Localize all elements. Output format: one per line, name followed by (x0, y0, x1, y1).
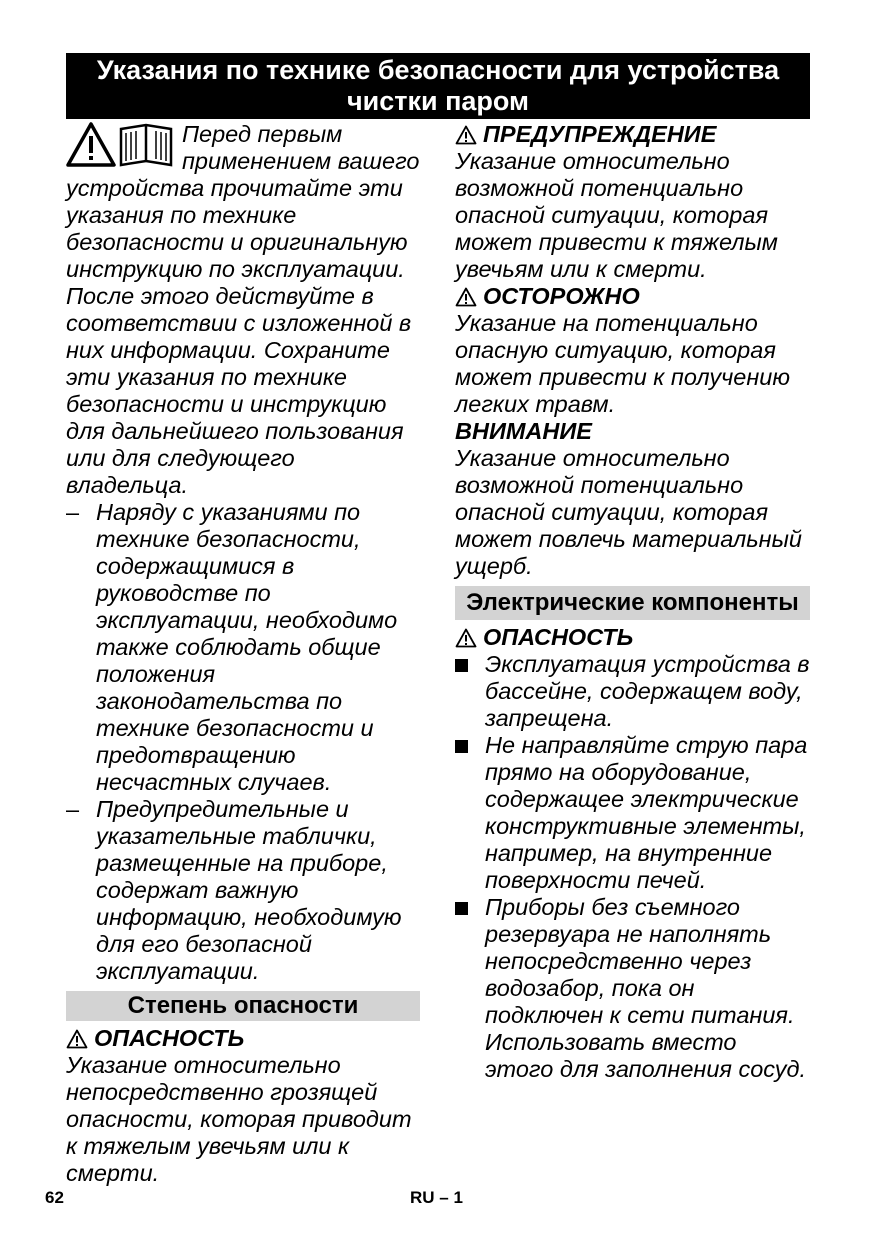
list-item: – Предупредительные и указательные таблички, размещенные на приборе, содержат важную информацию, необходимую для его безопасной эксплуатации. (66, 796, 402, 984)
warning-triangle-icon (455, 125, 477, 145)
warning-read-manual-icon (66, 121, 178, 173)
language-page-label: RU – 1 (410, 1188, 463, 1207)
caution-text: Указание на потенциально опасную ситуацию, которая может привести к получению легких травм. (455, 310, 791, 417)
list-item: Не направляйте струю пара прямо на оборудование, содержащее электрические конструктивные элементы, например, на внутренние поверхности печей. (455, 732, 810, 894)
danger-label: ОПАСНОСТЬ (66, 1025, 420, 1052)
danger-text: Указание относительно непосредственно грозящей опасности, которая приводит к тяжелым увечьям или к смерти. (66, 1052, 412, 1186)
page-number: 62 (45, 1188, 64, 1207)
attention-text: Указание относительно возможной потенциально опасной ситуации, которая может повлечь материальный ущерб. (455, 445, 802, 579)
square-bullet-icon (455, 659, 468, 672)
warning-triangle-icon (455, 628, 477, 648)
section-heading-electrical: Электрические компоненты (455, 586, 810, 620)
section-heading-danger-level: Степень опасности (66, 991, 420, 1021)
page-title: Указания по технике безопасности для устройства чистки паром (66, 53, 810, 119)
square-bullet-icon (455, 902, 468, 915)
dash-bullet: – (66, 796, 80, 822)
attention-label: ВНИМАНИЕ (455, 418, 592, 444)
intro-text: Перед первым применением вашего устройства прочитайте эти указания по технике безопасности и оригинальную инструкцию по эксплуатации. После этого действуйте в соответствии с изложенной в них информации. Сохраните эти указания по технике безопасности и инструкцию для дальнейшего пользования или для следующего владельца. (66, 121, 420, 498)
right-column (455, 121, 810, 1083)
dash-bullet: – (66, 499, 80, 525)
caution-label: ОСТОРОЖНО (455, 283, 810, 310)
list-item: Приборы без съемного резервуара не наполнять непосредственно через водозабор, пока он подключен к сети питания. Использовать вместо этого для заполнения сосуд. (455, 894, 810, 1083)
left-column (66, 121, 420, 1187)
warning-triangle-icon (455, 287, 477, 307)
electrical-danger-label: ОПАСНОСТЬ (455, 624, 810, 651)
warning-triangle-icon (66, 1029, 88, 1049)
square-bullet-icon (455, 740, 468, 753)
list-item: – Наряду с указаниями по технике безопасности, содержащимися в руководстве по эксплуатации, необходимо также соблюдать общие положения законодательства по технике безопасности и предотвращению несчастных случаев. (66, 499, 398, 795)
warning-text: Указание относительно возможной потенциально опасной ситуации, которая может привести к тяжелым увечьям или к смерти. (455, 148, 778, 282)
warning-label: ПРЕДУПРЕЖДЕНИЕ (455, 121, 810, 148)
intro-block (66, 121, 420, 499)
list-item: Эксплуатация устройства в бассейне, содержащем воду, запрещена. (455, 651, 810, 732)
